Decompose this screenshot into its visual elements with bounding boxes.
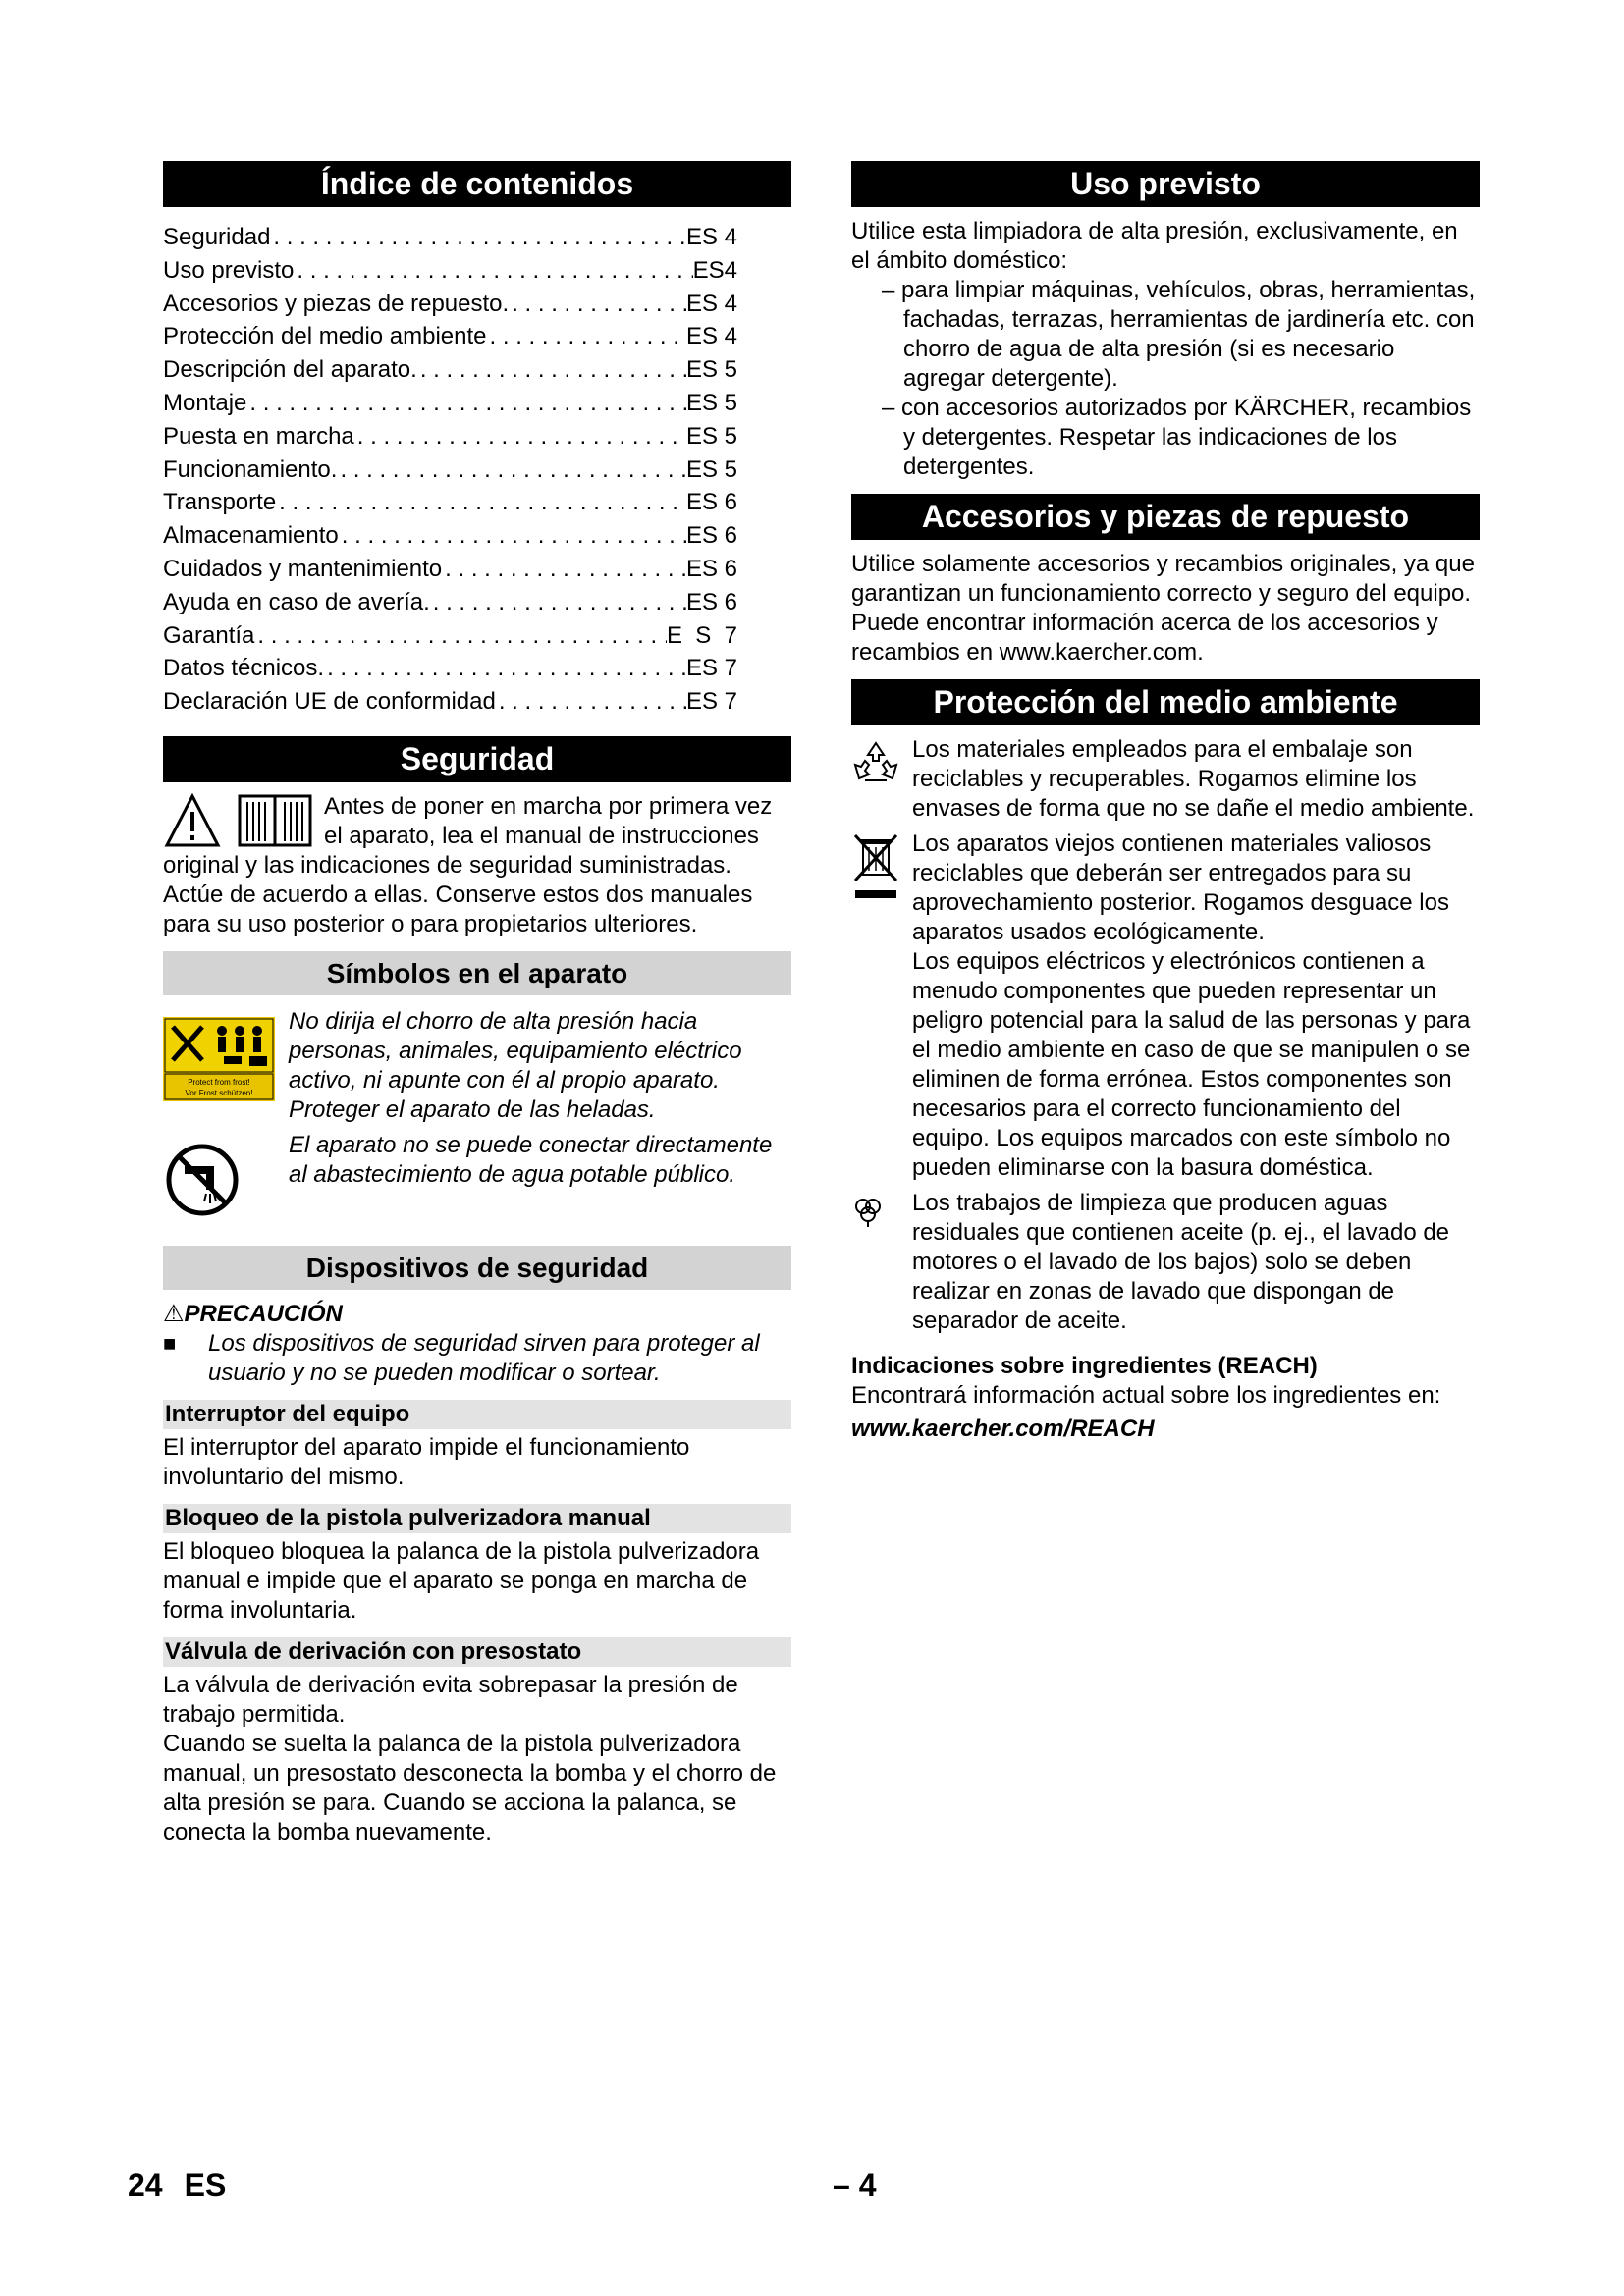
reach-text: Encontrará información actual sobre los ingredientes en:: [851, 1382, 1441, 1409]
oil-text: Los trabajos de limpieza que producen aguas residuales que contienen aceite (p. ej., el lavado de motores o el lavado de los bajos) solo se deben realizar en zonas de lavado que dispongan de separador de aceite.: [912, 1190, 1450, 1334]
symbol1-text: No dirija el chorro de alta presión hacia personas, animales, equipamiento eléctrico activo, ni apunte con él al propio aparato. Proteger el aparato de las heladas.: [289, 1007, 742, 1123]
toc-label: Almacenamiento: [163, 522, 339, 550]
toc-leader-dots: [276, 486, 686, 519]
toc-row[interactable]: [163, 519, 737, 553]
toc-label: Seguridad: [163, 224, 271, 250]
uso-item-1: – para limpiar máquinas, vehículos, obras, herramientas, fachadas, terrazas, herramientas de jardinería etc. con chorro de agua de alta presión (si es necesario agregar detergente).: [882, 277, 1476, 392]
toc-leader-dots: [294, 254, 692, 288]
toc-leader-dots: [417, 353, 686, 387]
seguridad-heading: Seguridad: [163, 736, 791, 782]
footer-language: ES: [184, 2167, 227, 2203]
accesorios-heading: Accesorios y piezas de repuesto: [851, 494, 1480, 540]
symbols-heading: Símbolos en el aparato: [163, 951, 791, 995]
footer-section-page: – 4: [833, 2167, 877, 2203]
toc-row[interactable]: [163, 288, 737, 321]
toc-row[interactable]: [163, 685, 737, 719]
symbol2-block: [163, 1131, 791, 1224]
frost-label-en: Protect from frost!: [188, 1077, 250, 1087]
switch-heading: Interruptor del equipo: [163, 1400, 791, 1429]
toc-leader-dots: [487, 320, 686, 353]
footer-page-number: 24: [128, 2167, 163, 2203]
toc-label: Transporte: [163, 489, 277, 516]
uso-heading: Uso previsto: [851, 161, 1480, 207]
toc-label: Ayuda en caso de avería.: [163, 588, 430, 615]
uso-intro: Utilice esta limpiadora de alta presión, exclusivamente, en el ámbito doméstico:: [851, 218, 1458, 274]
left-column: [163, 161, 791, 1847]
right-column: [851, 161, 1480, 1444]
toc-leader-dots: [442, 553, 686, 586]
seguridad-intro: [163, 792, 791, 939]
toc-label: Montaje: [163, 389, 247, 416]
weee-text-2: Los equipos eléctricos y electrónicos contienen a menudo componentes que pueden representar un peligro potencial para la salud de las personas y para el medio ambiente en caso de que se manipulen o se eliminen de forma errónea. Estos componentes son necesarios para el correcto funcionamiento del equipo. Los equipos marcados con este símbolo no pueden eliminarse con la basura doméstica.: [912, 948, 1471, 1181]
toc-row[interactable]: [163, 320, 737, 353]
toc-page-ref: ES 4: [685, 323, 737, 350]
toc-row[interactable]: [163, 254, 737, 288]
symbol2-text: El aparato no se puede conectar directamente al abastecimiento de agua potable público.: [289, 1131, 773, 1188]
toc-label: Cuidados y mantenimiento: [163, 555, 443, 582]
toc-page-ref: ES 5: [685, 455, 737, 483]
oil-block: [851, 1189, 1480, 1336]
toc-leader-dots: [509, 288, 686, 321]
toc-page-ref: ES 7: [685, 688, 737, 716]
toc-leader-dots: [430, 586, 686, 619]
toc-label: Accesorios y piezas de repuesto.: [163, 290, 510, 317]
toc-leader-dots: [324, 652, 686, 685]
uso-item-2: – con accesorios autorizados por KÄRCHER, recambios y detergentes. Respetar las indicaciones de los detergentes.: [882, 395, 1472, 480]
square-bullet-icon: ■: [163, 1330, 177, 1356]
accesorios-text-2: Puede encontrar información acerca de los accesorios y recambios en www.kaercher.com.: [851, 610, 1438, 666]
crossed-bin-icon: [851, 831, 912, 915]
toc-label: Funcionamiento.: [163, 455, 338, 483]
seguridad-intro-text: Antes de poner en marcha por primera vez el aparato, lea el manual de instrucciones original y las indicaciones de seguridad suministradas. Actúe de acuerdo a ellas. Conserve estos dos manuales para su uso posterior o para propietarios ulteriores.: [163, 792, 773, 937]
toc-row[interactable]: [163, 420, 737, 454]
no-direct-water-connection-icon: [163, 1141, 279, 1224]
weee-text-1: Los aparatos viejos contienen materiales valiosos reciclables que deberán ser entregados para su aprovechamiento posterior. Rogamos desguace los aparatos usados ecológicamente.: [912, 830, 1449, 945]
toc-row[interactable]: [163, 454, 737, 487]
reach-link[interactable]: www.kaercher.com/REACH: [851, 1415, 1155, 1442]
toc-page-ref: ES 5: [685, 389, 737, 416]
toc-page-ref: ES4: [692, 256, 737, 284]
medio-heading: Protección del medio ambiente: [851, 679, 1480, 725]
toc-row[interactable]: [163, 553, 737, 586]
oil-separator-icon: [851, 1195, 912, 1233]
toc-page-ref: ES 6: [685, 555, 737, 582]
accesorios-text-1: Utilice solamente accesorios y recambios originales, ya que garantizan un funcionamiento correcto y seguro del equipo.: [851, 551, 1475, 607]
reach-heading: Indicaciones sobre ingredientes (REACH): [851, 1353, 1318, 1379]
frost-label-de: Vor Frost schützen!: [185, 1088, 253, 1097]
toc-list: [163, 221, 791, 719]
symbol1-block: [163, 1007, 791, 1125]
toc-page-ref: ES 6: [685, 588, 737, 615]
toc-heading: Índice de contenidos: [163, 161, 791, 207]
caution-item: [163, 1329, 791, 1388]
caution-triangle-icon: ⚠: [163, 1300, 185, 1327]
toc-row[interactable]: [163, 652, 737, 685]
valve-text-2: Cuando se suelta la palanca de la pistola pulverizadora manual, un presostato desconecta la bomba y el chorro de alta presión se para. Cuando se acciona la palanca, se conecta la bomba nuevamente.: [163, 1730, 777, 1845]
toc-page-ref: ES 7: [685, 655, 737, 682]
toc-label: Declaración UE de conformidad: [163, 688, 496, 716]
recycle-block: [851, 735, 1480, 824]
toc-row[interactable]: [163, 387, 737, 420]
safety-devices-heading: Dispositivos de seguridad: [163, 1246, 791, 1290]
toc-row[interactable]: [163, 586, 737, 619]
valve-text-1: La válvula de derivación evita sobrepasar la presión de trabajo permitida.: [163, 1671, 738, 1728]
toc-leader-dots: [270, 221, 686, 254]
toc-row[interactable]: [163, 221, 737, 254]
toc-label: Datos técnicos.: [163, 655, 325, 682]
footer-page-lang: [128, 2167, 226, 2204]
toc-page-ref: ES 5: [685, 422, 737, 450]
lock-heading: Bloqueo de la pistola pulverizadora manual: [163, 1504, 791, 1533]
pressure-jet-warning-icon: [163, 1017, 279, 1106]
toc-leader-dots: [354, 420, 686, 454]
switch-text: El interruptor del aparato impide el funcionamiento involuntario del mismo.: [163, 1433, 690, 1490]
toc-label: Protección del medio ambiente: [163, 323, 487, 350]
toc-page-ref: E S 7: [666, 621, 737, 649]
toc-leader-dots: [254, 619, 667, 653]
toc-label: Uso previsto: [163, 256, 295, 284]
toc-leader-dots: [339, 519, 686, 553]
caution-label: PRECAUCIÓN: [184, 1300, 343, 1327]
caution-heading: [163, 1300, 791, 1329]
toc-page-ref: ES 6: [685, 489, 737, 516]
recycle-text: Los materiales empleados para el embalaje son reciclables y recuperables. Rogamos elimine los envases de forma que no se dañe el medio ambiente.: [912, 736, 1475, 822]
toc-label: Puesta en marcha: [163, 422, 354, 450]
valve-heading: Válvula de derivación con presostato: [163, 1637, 791, 1667]
warning-manual-icons: [163, 792, 316, 849]
toc-label: Descripción del aparato.: [163, 356, 417, 384]
caution-text: Los dispositivos de seguridad sirven para proteger al usuario y no se pueden modificar o sortear.: [208, 1329, 760, 1386]
toc-leader-dots: [246, 387, 686, 420]
toc-row[interactable]: [163, 619, 737, 653]
toc-row[interactable]: [163, 486, 737, 519]
toc-label: Garantía: [163, 621, 255, 649]
weee-block: [851, 829, 1480, 1183]
manual-book-icon: [240, 796, 310, 845]
recycle-icon: [851, 739, 912, 789]
lock-text: El bloqueo bloquea la palanca de la pistola pulverizadora manual e impide que el aparato se ponga en marcha de forma involuntaria.: [163, 1537, 760, 1624]
toc-leader-dots: [496, 685, 686, 719]
warning-triangle-icon: [163, 792, 316, 849]
toc-page-ref: ES 4: [685, 224, 737, 250]
toc-page-ref: ES 4: [685, 290, 737, 317]
toc-page-ref: ES 5: [685, 356, 737, 384]
toc-row[interactable]: [163, 353, 737, 387]
toc-leader-dots: [337, 454, 686, 487]
toc-page-ref: ES 6: [685, 522, 737, 550]
